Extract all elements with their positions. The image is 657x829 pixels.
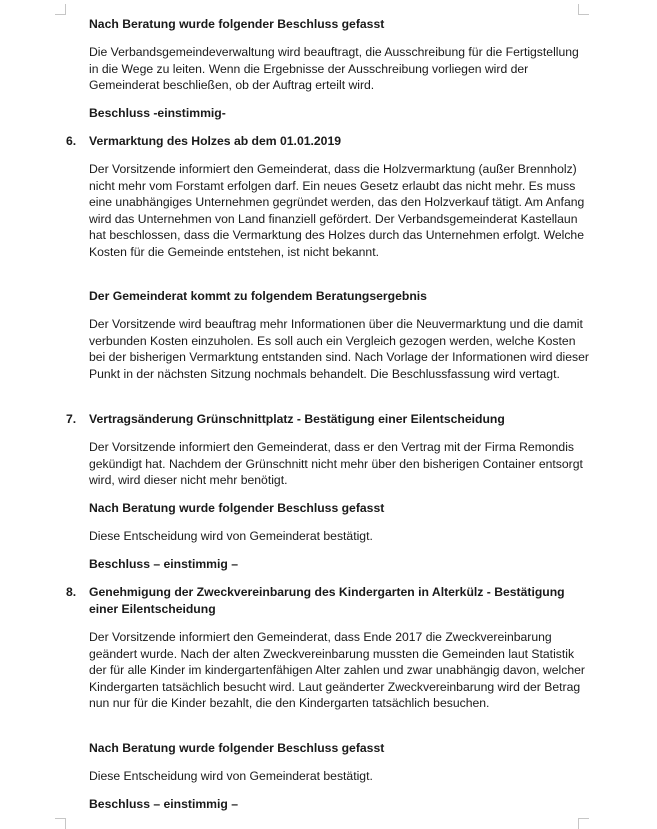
agenda-title-6: Vermarktung des Holzes ab dem 01.01.2019 bbox=[89, 134, 341, 148]
council-result-heading: Der Gemeinderat kommt zu folgendem Beratungsergebnis bbox=[89, 289, 427, 303]
paragraph-confirmed-8: Diese Entscheidung wird von Gemeinderat bestätigt. bbox=[89, 769, 373, 783]
paragraph-confirmed-7: Diese Entscheidung wird von Gemeinderat bestätigt. bbox=[89, 529, 373, 543]
crop-mark-top-left bbox=[55, 4, 66, 15]
paragraph-postponed: Der Vorsitzende wird beauftrag mehr Informationen über die Neuvermarktung und die damit verbunden Kosten einzuholen. Es soll auch ein Vergleich gezogen werden, welche Kosten bei der bisherigen Vermarktung entstanden sind. Nach Vorlage der Informationen wird dieser Punkt in der nächsten Sitzung nochmals behandelt. Die Beschlussfassung wird vertagt. bbox=[89, 317, 589, 381]
paragraph-kindergarten: Der Vorsitzende informiert den Gemeinderat, dass Ende 2017 die Zweckvereinbarung geändert wurde. Nach der alten Zweckvereinbarung mussten die Gemeinden laut Statistik der für alle Kinder im kindergartenfähigen Alter zahlen und zwar unabhängig davon, welcher Kindergarten tatsächlich besucht wird. Laut geänderter Zweckvereinbarung wird der Betrag nun nur für die Kinder bezahlt, die den Kindergarten tatsächlich besuchen. bbox=[89, 630, 585, 710]
crop-mark-top-right bbox=[578, 4, 589, 15]
crop-mark-bottom-right bbox=[578, 818, 589, 829]
resolution-unanimous-8: Beschluss – einstimmig – bbox=[89, 797, 239, 811]
crop-mark-bottom-left bbox=[55, 818, 66, 829]
resolution-unanimous-7: Beschluss – einstimmig – bbox=[89, 557, 239, 571]
paragraph-wood-marketing: Der Vorsitzende informiert den Gemeinderat, dass die Holzvermarktung (außer Brennholz) nicht mehr vom Forstamt erfolgen darf. Ein neues Gesetz erlaubt das nicht mehr. Es muss eine unabhängiges Unternehmen gegründet werden, das den Holzverkauf tätigt. Am Anfang wird das Unternehmen von Land finanziell gefördert. Der Verbandsgemeinderat Kastellaun hat beschlossen, dass die Vermarktung des Holzes durch das Unternehmen erfolgt. Welche Kosten für die Gemeinde entstehen, ist nicht bekannt. bbox=[89, 162, 585, 259]
paragraph-tender: Die Verbandsgemeindeverwaltung wird beauftragt, die Ausschreibung für die Fertigstellung in die Wege zu leiten. Wenn die Ergebnisse der Ausschreibung vorliegen wird der Gemeinderat beschließen, ob der Auftrag erteilt wird. bbox=[89, 45, 579, 92]
agenda-number-7: 7. bbox=[66, 412, 77, 426]
paragraph-contract-remondis: Der Vorsitzende informiert den Gemeinderat, dass er den Vertrag mit der Firma Remondis gekündigt hat. Nachdem der Grünschnitt nicht mehr über den bisherigen Container entsorgt wird, wird dieser nicht mehr benötigt. bbox=[89, 440, 583, 487]
decision-intro-8: Nach Beratung wurde folgender Beschluss gefasst bbox=[89, 741, 385, 755]
decision-intro-7: Nach Beratung wurde folgender Beschluss gefasst bbox=[89, 501, 385, 515]
resolution-unanimous: Beschluss -einstimmig- bbox=[89, 106, 226, 120]
agenda-title-8: Genehmigung der Zweckvereinbarung des Kindergarten in Alterkülz - Bestätigung einer Eilentscheidung bbox=[89, 585, 565, 616]
decision-intro: Nach Beratung wurde folgender Beschluss gefasst bbox=[89, 17, 385, 31]
agenda-title-7: Vertragsänderung Grünschnittplatz - Bestätigung einer Eilentscheidung bbox=[89, 412, 505, 426]
agenda-number-8: 8. bbox=[66, 585, 77, 599]
agenda-number-6: 6. bbox=[66, 134, 77, 148]
